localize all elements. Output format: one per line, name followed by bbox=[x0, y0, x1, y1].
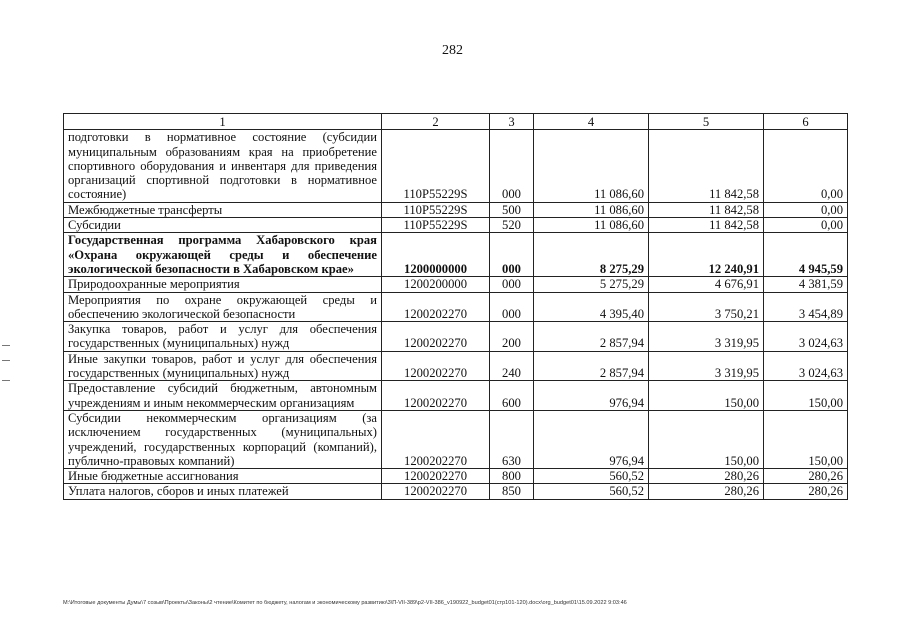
column-header: 6 bbox=[764, 114, 848, 130]
table-row bbox=[64, 469, 848, 484]
amount-col6-cell: 3 024,63 bbox=[764, 322, 848, 352]
target-article-cell: 1200202270 bbox=[382, 410, 490, 468]
table-row bbox=[64, 202, 848, 217]
row-name-cell: Уплата налогов, сборов и иных платежей bbox=[64, 484, 382, 499]
row-name-cell: Субсидии некоммерческим организациям (за исключением государственных (муниципальных) учреждений, государственных корпораций (компаний), публично-правовых компаний) bbox=[64, 410, 382, 468]
amount-col4-cell: 5 275,29 bbox=[534, 277, 649, 292]
row-name-cell: Межбюджетные трансферты bbox=[64, 202, 382, 217]
target-article-cell: 1200202270 bbox=[382, 351, 490, 381]
table-row bbox=[64, 351, 848, 381]
expense-type-cell: 630 bbox=[490, 410, 534, 468]
table-row bbox=[64, 233, 848, 277]
row-name-cell: Государственная программа Хабаровского края «Охрана окружающей среды и обеспечение экологической безопасности в Хабаровском крае» bbox=[64, 233, 382, 277]
column-header: 1 bbox=[64, 114, 382, 130]
amount-col4-cell: 560,52 bbox=[534, 469, 649, 484]
table-header-row bbox=[64, 114, 848, 130]
amount-col5-cell: 150,00 bbox=[649, 381, 764, 411]
table-row bbox=[64, 218, 848, 233]
amount-col4-cell: 2 857,94 bbox=[534, 322, 649, 352]
expense-type-cell: 240 bbox=[490, 351, 534, 381]
amount-col6-cell: 280,26 bbox=[764, 484, 848, 499]
amount-col6-cell: 0,00 bbox=[764, 130, 848, 202]
amount-col4-cell: 11 086,60 bbox=[534, 130, 649, 202]
amount-col6-cell: 3 024,63 bbox=[764, 351, 848, 381]
column-header: 4 bbox=[534, 114, 649, 130]
amount-col5-cell: 3 319,95 bbox=[649, 322, 764, 352]
row-name-cell: Природоохранные мероприятия bbox=[64, 277, 382, 292]
target-article-cell: 1200000000 bbox=[382, 233, 490, 277]
target-article-cell: 1200200000 bbox=[382, 277, 490, 292]
amount-col4-cell: 11 086,60 bbox=[534, 218, 649, 233]
amount-col4-cell: 560,52 bbox=[534, 484, 649, 499]
margin-mark bbox=[2, 360, 10, 361]
expense-type-cell: 600 bbox=[490, 381, 534, 411]
expense-type-cell: 500 bbox=[490, 202, 534, 217]
expense-type-cell: 000 bbox=[490, 277, 534, 292]
column-header: 3 bbox=[490, 114, 534, 130]
budget-table bbox=[63, 113, 848, 500]
amount-col5-cell: 3 319,95 bbox=[649, 351, 764, 381]
amount-col4-cell: 2 857,94 bbox=[534, 351, 649, 381]
table-row bbox=[64, 381, 848, 411]
target-article-cell: 1200202270 bbox=[382, 484, 490, 499]
row-name-cell: Мероприятия по охране окружающей среды и обеспечению экологической безопасности bbox=[64, 292, 382, 322]
row-name-cell: Закупка товаров, работ и услуг для обеспечения государственных (муниципальных) нужд bbox=[64, 322, 382, 352]
amount-col5-cell: 12 240,91 bbox=[649, 233, 764, 277]
expense-type-cell: 800 bbox=[490, 469, 534, 484]
target-article-cell: 1200202270 bbox=[382, 292, 490, 322]
amount-col5-cell: 3 750,21 bbox=[649, 292, 764, 322]
amount-col6-cell: 3 454,89 bbox=[764, 292, 848, 322]
table-row bbox=[64, 322, 848, 352]
amount-col6-cell: 150,00 bbox=[764, 381, 848, 411]
row-name-cell: Иные бюджетные ассигнования bbox=[64, 469, 382, 484]
expense-type-cell: 000 bbox=[490, 292, 534, 322]
column-header: 2 bbox=[382, 114, 490, 130]
target-article-cell: 110Р55229S bbox=[382, 130, 490, 202]
amount-col6-cell: 150,00 bbox=[764, 410, 848, 468]
amount-col5-cell: 150,00 bbox=[649, 410, 764, 468]
target-article-cell: 1200202270 bbox=[382, 322, 490, 352]
amount-col6-cell: 4 945,59 bbox=[764, 233, 848, 277]
amount-col5-cell: 4 676,91 bbox=[649, 277, 764, 292]
document-path-footer: M:\Итоговые документы Думы\7 созыв\Проекты\Законы\2 чтение\Комитет по бюджету, налогам и экономическому развитию\3\П-VII-389\р2-VII-386_v190922_budget01(стр101-120).docx\org_budget01\15.09.2022 9:03:46 bbox=[63, 600, 627, 606]
amount-col5-cell: 11 842,58 bbox=[649, 218, 764, 233]
amount-col4-cell: 976,94 bbox=[534, 410, 649, 468]
amount-col4-cell: 976,94 bbox=[534, 381, 649, 411]
amount-col6-cell: 0,00 bbox=[764, 218, 848, 233]
row-name-cell: Предоставление субсидий бюджетным, автономным учреждениям и иным некоммерческим организациям bbox=[64, 381, 382, 411]
expense-type-cell: 520 bbox=[490, 218, 534, 233]
target-article-cell: 110Р55229S bbox=[382, 218, 490, 233]
amount-col4-cell: 8 275,29 bbox=[534, 233, 649, 277]
amount-col5-cell: 280,26 bbox=[649, 469, 764, 484]
amount-col5-cell: 11 842,58 bbox=[649, 130, 764, 202]
table-row bbox=[64, 484, 848, 499]
amount-col6-cell: 280,26 bbox=[764, 469, 848, 484]
expense-type-cell: 000 bbox=[490, 130, 534, 202]
amount-col5-cell: 280,26 bbox=[649, 484, 764, 499]
target-article-cell: 1200202270 bbox=[382, 469, 490, 484]
table-row bbox=[64, 410, 848, 468]
margin-mark bbox=[2, 345, 10, 346]
table-body bbox=[64, 130, 848, 499]
amount-col4-cell: 11 086,60 bbox=[534, 202, 649, 217]
expense-type-cell: 200 bbox=[490, 322, 534, 352]
expense-type-cell: 850 bbox=[490, 484, 534, 499]
margin-mark bbox=[2, 380, 10, 381]
column-header: 5 bbox=[649, 114, 764, 130]
target-article-cell: 110Р55229S bbox=[382, 202, 490, 217]
target-article-cell: 1200202270 bbox=[382, 381, 490, 411]
table-row bbox=[64, 277, 848, 292]
amount-col6-cell: 4 381,59 bbox=[764, 277, 848, 292]
table-row bbox=[64, 130, 848, 202]
table-row bbox=[64, 292, 848, 322]
expense-type-cell: 000 bbox=[490, 233, 534, 277]
row-name-cell: Иные закупки товаров, работ и услуг для обеспечения государственных (муниципальных) нужд bbox=[64, 351, 382, 381]
row-name-cell: Субсидии bbox=[64, 218, 382, 233]
amount-col6-cell: 0,00 bbox=[764, 202, 848, 217]
row-name-cell: подготовки в нормативное состояние (субсидии муниципальным образованиям края на приобретение спортивного оборудования и инвентаря для приведения организаций спортивной подготовки в нормативное состояние) bbox=[64, 130, 382, 202]
amount-col4-cell: 4 395,40 bbox=[534, 292, 649, 322]
page-number: 282 bbox=[442, 43, 463, 58]
amount-col5-cell: 11 842,58 bbox=[649, 202, 764, 217]
